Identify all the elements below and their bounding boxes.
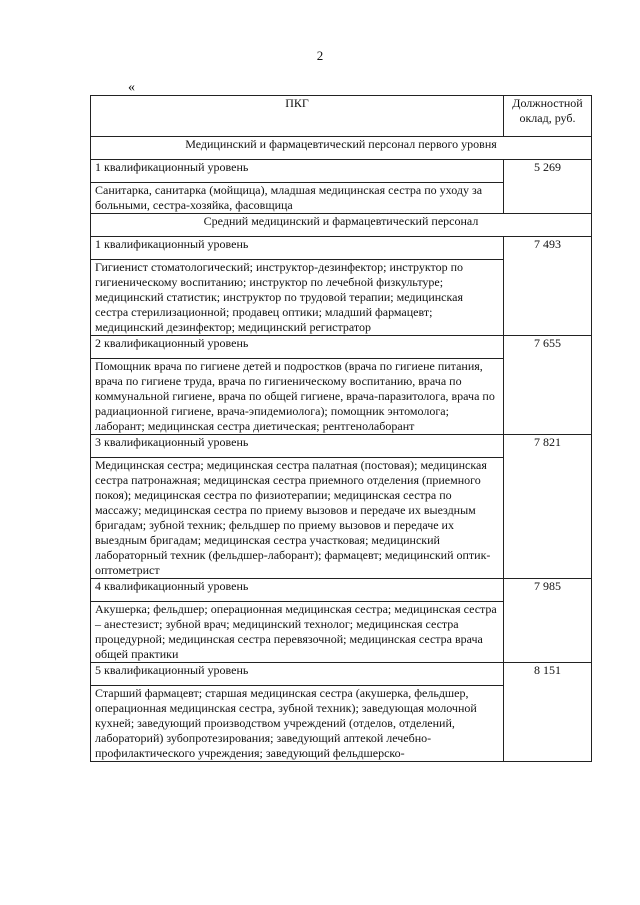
level-title: 3 квалификационный уровень [91,435,504,458]
level-row [91,579,592,602]
posts-list: Акушерка; фельдшер; операционная медицинская сестра; медицинская сестра – анестезист; зубной врач; медицинский технолог; медицинская сестра процедурной; медицинская сестра перевязочной; медицинская сестра врача общей практики [91,602,504,663]
level-title: 4 квалификационный уровень [91,579,504,602]
salary-value: 5 269 [504,160,592,214]
table-header-row [91,96,592,137]
posts-list: Санитарка, санитарка (мойщица), младшая медицинская сестра по уходу за больными, сестра-хозяйка, фасовщица [91,183,504,214]
section-row [91,214,592,237]
level-title: 2 квалификационный уровень [91,336,504,359]
section-title: Средний медицинский и фармацевтический персонал [91,214,592,237]
salary-value: 7 821 [504,435,592,579]
salary-value: 7 493 [504,237,592,336]
header-pkg: ПКГ [91,96,504,137]
salary-value: 7 985 [504,579,592,663]
opening-quote-mark: « [128,80,135,95]
level-row [91,336,592,359]
header-salary: Должностной оклад, руб. [504,96,592,137]
posts-list: Помощник врача по гигиене детей и подростков (врача по гигиене питания, врача по гигиене труда, врача по гигиеническому воспитанию, врача по коммунальной гигиене, врача по общей гигиене, врача-паразитолога, врача по радиационной гигиене, врача-эпидемиолога); помощник энтомолога; лаборант; медицинская сестра диетическая; рентгенолаборант [91,359,504,435]
page-number: 2 [316,48,324,63]
level-title: 1 квалификационный уровень [91,160,504,183]
posts-list: Медицинская сестра; медицинская сестра палатная (постовая); медицинская сестра патронажная; медицинская сестра приемного отделения (приемного покоя); медицинская сестра по физиотерапии; медицинская сестра по массажу; медицинская сестра по приему вызовов и передаче их выездным бригадам; зубной техник; фельдшер по приему вызовов и передаче их выездным бригадам; медицинская сестра участковая; медицинский лабораторный техник (фельдшер-лаборант); фармацевт; медицинский оптик-оптометрист [91,458,504,579]
section-row [91,137,592,160]
level-row [91,160,592,183]
posts-list: Гигиенист стоматологический; инструктор-дезинфектор; инструктор по гигиеническому воспитанию; инструктор по лечебной физкультуре; медицинский статистик; инструктор по трудовой терапии; медицинская сестра стерилизационной; продавец оптики; младший фармацевт; медицинский дезинфектор; медицинский регистратор [91,260,504,336]
salary-value: 8 151 [504,663,592,762]
level-title: 5 квалификационный уровень [91,663,504,686]
salary-value: 7 655 [504,336,592,435]
level-row [91,435,592,458]
salary-table [90,95,592,762]
level-row [91,237,592,260]
section-title: Медицинский и фармацевтический персонал первого уровня [91,137,592,160]
level-title: 1 квалификационный уровень [91,237,504,260]
level-row [91,663,592,686]
posts-list: Старший фармацевт; старшая медицинская сестра (акушерка, фельдшер, операционная медицинская сестра, зубной техник); заведующая молочной кухней; заведующий производством учреждений (отделов, отделений, лабораторий) зубопротезирования; заведующий аптекой лечебно-профилактического учреждения; заведующий фельдшерско- [91,686,504,762]
